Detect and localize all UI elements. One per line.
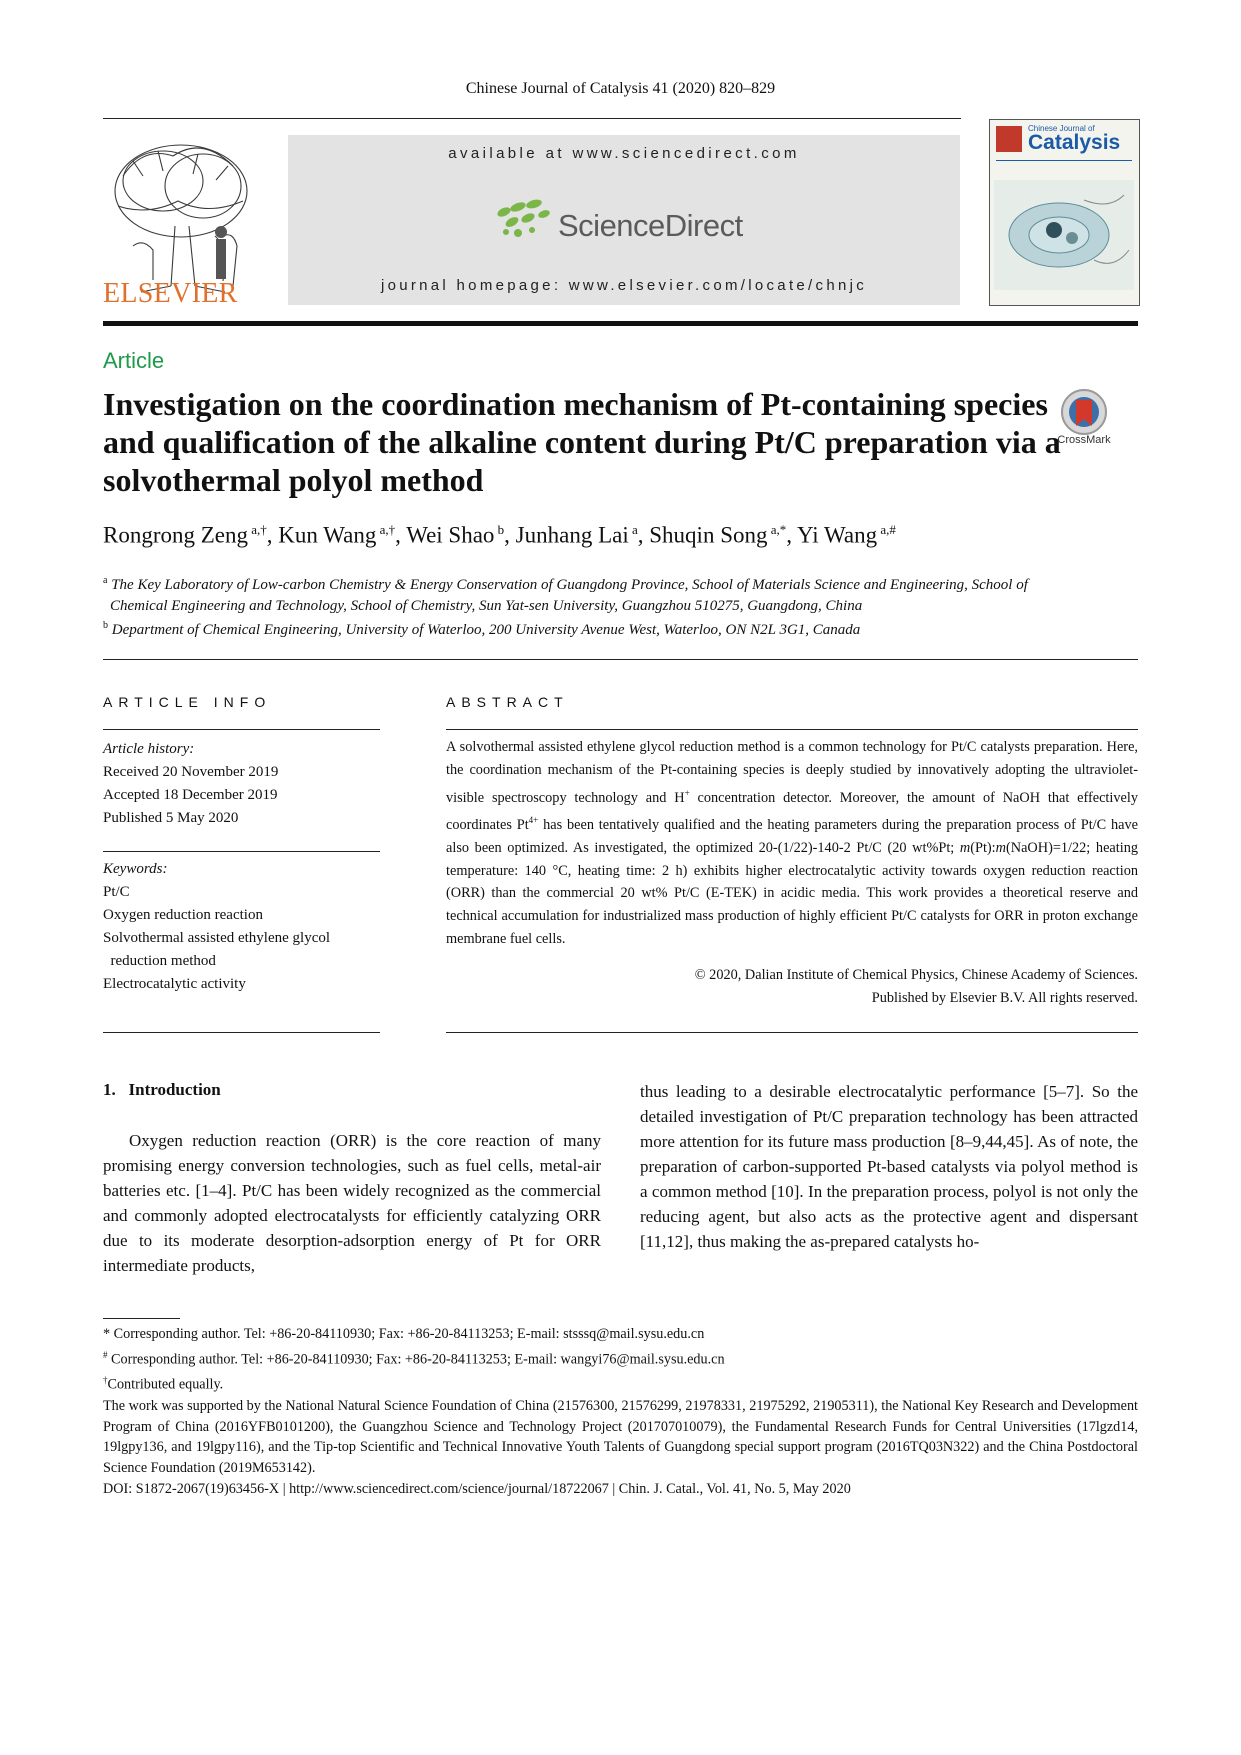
copyright-line: Published by Elsevier B.V. All rights reserved.	[871, 989, 1138, 1006]
cover-footer	[990, 290, 1139, 305]
sciencedirect-wordmark: ScienceDirect	[558, 208, 743, 243]
footnote-mark: †	[103, 1375, 108, 1386]
author-affiliation-mark: b	[497, 522, 505, 537]
superscript: +	[684, 787, 690, 798]
author-name: Shuqin Song	[649, 522, 768, 548]
journal-homepage-text[interactable]: journal homepage: www.elsevier.com/locate/chnjc	[380, 277, 868, 294]
abstract-text	[446, 736, 1138, 951]
copyright-line: © 2020, Dalian Institute of Chemical Physics, Chinese Academy of Sciences.	[694, 967, 1138, 983]
history-label: Article history:	[103, 741, 195, 757]
cover-title: Catalysis	[1028, 131, 1121, 154]
abstract-span: concentration detector. Moreover, the amount of NaOH that effectively coordinates Pt	[446, 789, 1138, 833]
affiliation-text: Department of Chemical Engineering, University of Waterloo, 200 University Avenue West, Waterloo, ON N2L 3G1, Canada	[111, 622, 861, 638]
author-name: Rongrong Zeng	[103, 522, 249, 548]
cover-subtitle: Chinese Journal of	[1028, 124, 1095, 133]
footnote-corresponding-1	[103, 1324, 1138, 1345]
author-affiliation-mark: a,†	[379, 522, 396, 537]
intro-paragraph-left: Oxygen reduction reaction (ORR) is the core reaction of many promising energy conversion technologies, such as fuel cells, metal-air batteries etc. [1–4]. Pt/C has been widely recognized as the commercial and commonly adopted electrocatalysts for efficiently catalyzing ORR due to its moderate desorption-adsorption energy of Pt for ORR intermediate products,	[103, 1131, 601, 1275]
author-affiliation-mark: a,#	[880, 522, 896, 537]
available-at-text[interactable]: available at www.sciencedirect.com	[448, 145, 800, 162]
footnote-mark: #	[103, 1349, 108, 1360]
author-name: Junhang Lai	[515, 522, 629, 548]
keyword: Oxygen reduction reaction	[103, 907, 263, 923]
author-affiliation-mark: a	[631, 522, 638, 537]
author-name: Yi Wang	[796, 522, 878, 548]
footnote-rule	[103, 1318, 180, 1319]
author-affiliation-mark: a,*	[770, 522, 787, 537]
author-name: Wei Shao	[406, 522, 495, 548]
article-type-label: Article	[103, 348, 165, 373]
cover-rule	[996, 160, 1132, 161]
footnote-text: Corresponding author. Tel: +86-20-84110930; Fax: +86-20-84113253; E-mail: wangyi76@mail.sysu.edu.cn	[107, 1351, 725, 1368]
affiliation-text: The Key Laboratory of Low-carbon Chemistry & Energy Conservation of Guangdong Province, School of Materials Science and Engineering, School of	[111, 577, 1028, 593]
italic-symbol: m	[995, 839, 1006, 856]
footnote-corresponding-2	[103, 1345, 1138, 1371]
published-date: Published 5 May 2020	[103, 810, 239, 826]
keyword: Pt/C	[103, 884, 130, 900]
keywords-list	[103, 858, 383, 996]
abstract-heading: ABSTRACT	[446, 694, 569, 710]
article-info-heading: ARTICLE INFO	[103, 694, 272, 710]
affiliation-b	[103, 615, 1143, 641]
elsevier-wordmark: ELSEVIER	[103, 278, 238, 309]
author-list: Rongrong Zeng $^{a,\dagger}$, Kun Wang $^{a,\dagger}$, Wei Shao $^b$, Junhang Lai $^a$, Shuqin Song $^{a,*}$, Yi Wang $^{a,\#}$	[103, 522, 896, 548]
keyword: reduction method	[103, 953, 216, 969]
footnote-equal-contribution	[103, 1370, 1138, 1396]
keywords-label: Keywords:	[103, 861, 168, 877]
header-thick-rule	[103, 321, 1138, 326]
footnote-text: Corresponding author. Tel: +86-20-84110930; Fax: +86-20-84113253; E-mail: stsssq@mail.sysu.edu.cn	[110, 1326, 705, 1342]
affiliation-mark: b	[103, 620, 108, 631]
abstract-span: A solvothermal assisted ethylene glycol reduction method is a common technology for Pt/C catalysts preparation. Here, the coordination mechanism of the Pt-containing species is deeply studied by innovatively adopting the ultraviolet-visible spectroscopy technology and H	[446, 739, 1138, 806]
journal-citation: Chinese Journal of Catalysis 41 (2020) 820–829	[465, 80, 776, 97]
footnotes	[103, 1324, 1138, 1500]
abstract-span: (NaOH)=1/22; heating temperature: 140 °C, heating time: 2 h) exhibits higher electrocatalytic activity towards oxygen reduction reaction (ORR) than the commercial 20 wt% Pt/C (E-TEK) in acidic media. This work provides a theoretical reserve and technical accumulation for industrialized mass production of highly efficient Pt/C catalysts for ORR in proton exchange membrane fuel cells.	[446, 839, 1138, 947]
affiliation-a	[103, 570, 1143, 617]
footnote-text: Contributed equally.	[107, 1377, 224, 1394]
intro-paragraph-right: thus leading to a desirable electrocatalytic performance [5–7]. So the detailed investigation of Pt/C preparation technology has been attracted more attention for its future mass production [8–9,44,45]. As of note, the preparation of carbon-supported Pt-based catalysts via polyol method is a common method [10]. In the preparation process, polyol is not only the reducing agent, but also acts as the protective agent and dispersant [11,12], thus making the as-prepared catalysts ho-	[640, 1082, 1138, 1251]
received-date: Received 20 November 2019	[103, 764, 279, 780]
affiliation-text: Chemical Engineering and Technology, School of Chemistry, Sun Yat-sen University, Guangzhou 510275, Guangdong, China	[110, 598, 863, 614]
abstract-span: has been tentatively qualified and the heating parameters during the preparation process of Pt/C have also been optimized. As investigated, the optimized 20-(1/22)-140-2 Pt/C (20 wt%Pt;	[446, 816, 1139, 856]
italic-symbol: m	[959, 839, 971, 856]
footnote-funding: The work was supported by the National Natural Science Foundation of China (21576300, 21576299, 21978331, 21975292, 21905311), the National Key Research and Development Program of China (2016YFB0101200), the Guangzhou Science and Technology Project (201707010079), the Fundamental Research Funds for Central Universities (17lgzd14, 19lgpy136, and 19lgpy116), and the Tip-top Scientific and Technical Innovative Youth Talents of Guangdong special support program (2016TQ03N322) and the China Postdoctoral Science Foundation (2019M653142).	[103, 1397, 1138, 1477]
cover-illustration	[994, 180, 1134, 290]
header-rule	[103, 118, 961, 119]
author-name: Kun Wang	[278, 522, 377, 548]
abstract-rule	[446, 729, 1138, 730]
keyword: Solvothermal assisted ethylene glycol	[103, 930, 331, 946]
accepted-date: Accepted 18 December 2019	[103, 787, 278, 803]
affiliation-mark: a	[103, 575, 108, 586]
copyright-notice	[446, 964, 1138, 1010]
keywords-rule	[103, 851, 380, 852]
abstract-span: (Pt):	[970, 839, 996, 856]
cover-emblem-icon	[996, 126, 1022, 152]
journal-cover-image	[989, 119, 1140, 306]
footnote-mark: *	[103, 1326, 111, 1342]
article-history	[103, 738, 383, 830]
footnote-doi[interactable]: DOI: S1872-2067(19)63456-X | http://www.sciencedirect.com/science/journal/18722067 | Chin. J. Catal., Vol. 41, No. 5, May 2020	[103, 1481, 851, 1498]
article-info-bottom-rule	[103, 1032, 380, 1033]
author-affiliation-mark: a,†	[251, 522, 267, 537]
article-info-rule	[103, 729, 380, 730]
affiliation-rule	[103, 659, 1138, 660]
keyword: Electrocatalytic activity	[103, 976, 246, 992]
section-heading: 1. Introduction	[103, 1080, 221, 1099]
article-title: Investigation on the coordination mechanism of Pt-containing species and qualification of the alkaline content during Pt/C preparation via a solvothermal polyol method	[103, 386, 1061, 498]
superscript: 4+	[528, 815, 539, 826]
abstract-bottom-rule	[446, 1032, 1138, 1033]
crossmark-label[interactable]: CrossMark	[1057, 434, 1111, 446]
